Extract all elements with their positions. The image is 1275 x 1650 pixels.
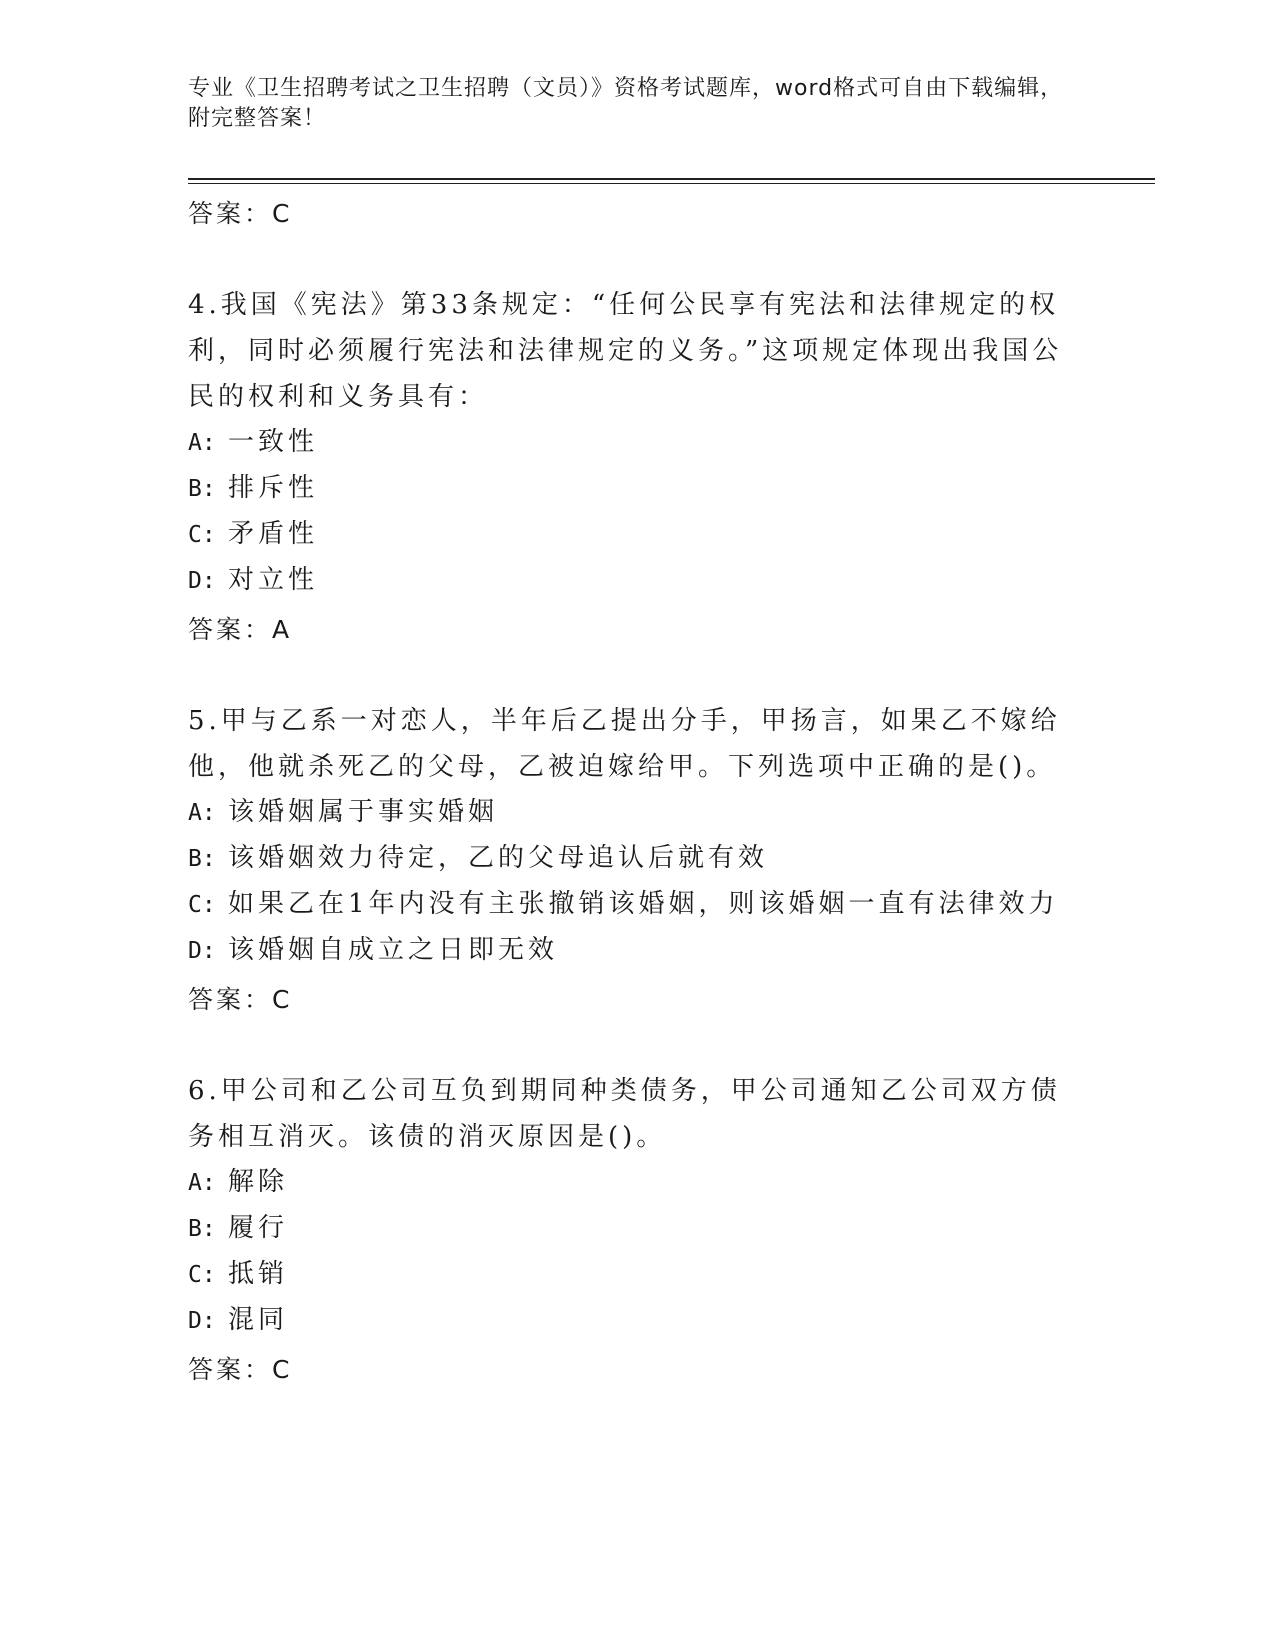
option-d <box>188 1298 1068 1344</box>
header-divider-thin <box>188 183 1155 184</box>
option-text: 该婚姻属于事实婚姻 <box>227 797 498 827</box>
question-5 <box>188 698 1068 1022</box>
question-stem: 5.甲与乙系一对恋人，半年后乙提出分手，甲扬言，如果乙不嫁给他，他就杀死乙的父母，乙被迫嫁给甲。下列选项中正确的是()。 <box>188 706 1061 782</box>
option-text: 解除 <box>227 1167 288 1197</box>
question-4 <box>188 282 1068 652</box>
option-key: D: <box>188 1308 216 1334</box>
option-c <box>188 512 1068 558</box>
option-text: 抵销 <box>227 1259 288 1289</box>
option-text: 该婚姻效力待定，乙的父母追认后就有效 <box>227 843 768 873</box>
option-c <box>188 1252 1068 1298</box>
document-body <box>188 188 1068 1392</box>
option-key: C: <box>188 892 216 918</box>
option-key: B: <box>188 1216 216 1242</box>
option-text: 矛盾性 <box>227 519 318 549</box>
option-key: A: <box>188 800 216 826</box>
option-a <box>188 1160 1068 1206</box>
option-text: 混同 <box>227 1305 288 1335</box>
option-b <box>188 466 1068 512</box>
option-text: 如果乙在1年内没有主张撤销该婚姻，则该婚姻一直有法律效力 <box>227 889 1059 919</box>
option-key: B: <box>188 476 216 502</box>
option-a <box>188 420 1068 466</box>
question-stem: 6.甲公司和乙公司互负到期同种类债务，甲公司通知乙公司双方债务相互消灭。该债的消灭原因是()。 <box>188 1076 1061 1152</box>
option-b <box>188 836 1068 882</box>
option-text: 该婚姻自成立之日即无效 <box>227 935 558 965</box>
answer-label: 答案：C <box>188 985 293 1014</box>
option-text: 对立性 <box>227 565 318 595</box>
option-key: A: <box>188 430 216 456</box>
answer-previous-question: 答案：C <box>188 199 293 228</box>
answer-label: 答案：A <box>188 615 293 644</box>
option-b <box>188 1206 1068 1252</box>
option-key: C: <box>188 522 216 548</box>
question-stem: 4.我国《宪法》第33条规定：“任何公民享有宪法和法律规定的权利，同时必须履行宪法和法律规定的义务。”这项规定体现出我国公民的权利和义务具有： <box>188 290 1063 412</box>
header-divider-thick <box>188 178 1155 180</box>
option-key: A: <box>188 1170 216 1196</box>
option-d <box>188 558 1068 604</box>
answer-label: 答案：C <box>188 1355 293 1384</box>
document-header: 专业《卫生招聘考试之卫生招聘（文员）》资格考试题库，word格式可自由下载编辑，附完整答案！ <box>188 76 1064 131</box>
option-key: D: <box>188 938 216 964</box>
question-6 <box>188 1068 1068 1392</box>
option-c <box>188 882 1068 928</box>
option-text: 排斥性 <box>227 473 318 503</box>
option-key: D: <box>188 568 216 594</box>
option-key: C: <box>188 1262 216 1288</box>
option-a <box>188 790 1068 836</box>
option-d <box>188 928 1068 974</box>
option-key: B: <box>188 846 216 872</box>
option-text: 履行 <box>227 1213 288 1243</box>
option-text: 一致性 <box>227 427 318 457</box>
